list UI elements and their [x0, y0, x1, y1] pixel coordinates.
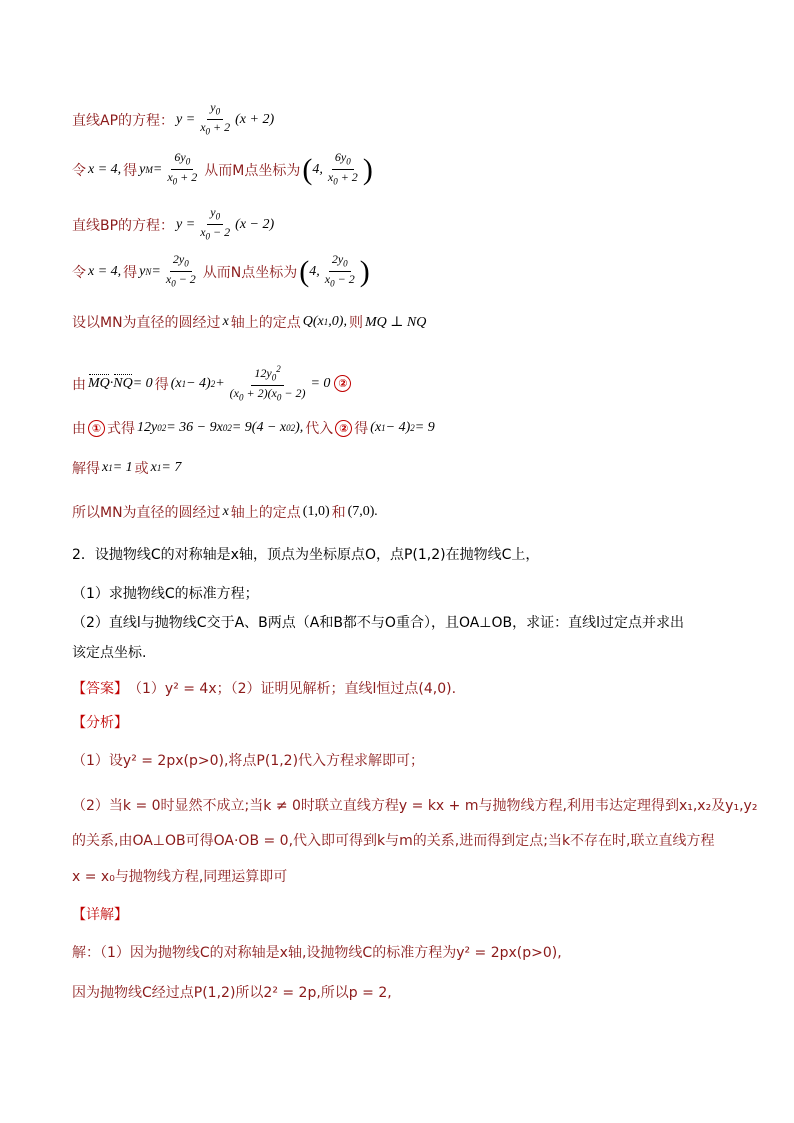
formula: MQ · NQ = 0	[88, 375, 153, 391]
formula: (x 1 − 4) 2 = 9	[370, 420, 435, 435]
formula: y = $\frac{y_0}{x_0 - 2}$ (x − 2)	[176, 205, 275, 242]
text: 轴上的定点	[230, 505, 301, 521]
question-2: 2．设抛物线C的对称轴是x轴，顶点为坐标原点O，点P(1,2)在抛物线C上，	[72, 547, 540, 563]
text: 由	[72, 421, 86, 437]
formula: y M = $\frac{6y_0}{x_0 + 2}$	[139, 150, 198, 187]
circled-marker: ②	[334, 375, 351, 392]
formula: Q(x 1 ,0),	[302, 314, 347, 329]
text: 解得	[72, 461, 100, 477]
analysis-part-1: （1）设y² = 2px(p>0),将点P(1,2)代入方程求解即可；	[72, 753, 425, 769]
formula: x 1 = 7	[150, 460, 182, 475]
line-bp-equation	[72, 205, 734, 245]
answer-text: （1）y² = 4x；（2）证明见解析；直线l恒过点(4,0).	[128, 681, 457, 697]
analysis-heading	[72, 712, 734, 732]
text: 得	[354, 421, 369, 437]
formula: (x 1 − 4) 2 + $\frac{12y_0^2}{(x_0 + 2)(x_0 - 2)}$ = 0	[170, 364, 331, 403]
formula: ( 4, $\frac{6y_0}{x_0 + 2}$ )	[302, 150, 373, 187]
text: 直线BP的方程：	[72, 217, 175, 234]
formula: y N = $\frac{2y_0}{x_0 - 2}$	[139, 252, 196, 289]
formula: (7,0) .	[347, 504, 378, 519]
text: 由	[72, 376, 86, 393]
line-ap-equation	[72, 100, 734, 140]
text: 从而M点坐标为	[204, 162, 301, 179]
answer-tag: 【答案】	[72, 681, 128, 697]
analysis-part-2-line-2: 的关系,由OA⊥OB可得OA·OB = 0,代入即可得到k与m的关系,进而得到定点;当k不存在时,联立直线方程	[72, 833, 715, 849]
formula: ( 4, $\frac{2y_0}{x_0 - 2}$ )	[299, 252, 370, 289]
text: 和	[331, 505, 346, 521]
text: 轴上的定点	[230, 315, 301, 331]
formula: x 1 = 1	[102, 460, 133, 475]
circled-marker: ②	[335, 420, 352, 437]
text: 或	[134, 461, 149, 477]
text: 令	[72, 162, 86, 179]
formula: (1,0)	[302, 504, 330, 519]
line-m-coordinate	[72, 150, 734, 190]
detail-line-2: 因为抛物线C经过点P(1,2)所以2² = 2p,所以p = 2,	[72, 985, 392, 1001]
question-2-part-2-line-1: （2）直线l与抛物线C交于A、B两点（A和B都不与O重合），且OA⊥OB，求证：直线l过定点并求出	[72, 615, 685, 631]
text: 所以MN为直径的圆经过	[72, 505, 221, 521]
line-conclusion: 所以MN为直径的圆经过 x 轴上的定点 (1,0) 和 (7,0) .	[72, 504, 378, 521]
text: 式得	[107, 421, 135, 437]
text: 得	[154, 376, 169, 393]
formula: MQ ⊥ NQ	[364, 314, 427, 330]
answer-line	[72, 678, 734, 698]
formula: x = 4,	[88, 161, 122, 177]
question-2-part-1: （1）求抛物线C的标准方程；	[72, 586, 259, 602]
analysis-part-2-line-3: x = x₀与抛物线方程,同理运算即可	[72, 869, 288, 885]
line-dot-product	[72, 362, 734, 406]
text: 得	[123, 264, 138, 281]
circled-marker: ①	[88, 420, 105, 437]
detail-heading	[72, 904, 734, 924]
line-circle-assumption: 设以MN为直径的圆经过 x 轴上的定点 Q(x 1 ,0), 则 MQ ⊥ NQ	[72, 314, 427, 331]
detail-line-1: 解：（1）因为抛物线C的对称轴是x轴,设抛物线C的标准方程为y² = 2px(p>0),	[72, 945, 562, 961]
formula: x = 4,	[88, 263, 122, 279]
text: 则	[348, 315, 363, 331]
line-substitute	[72, 418, 734, 438]
text: 设以MN为直径的圆经过	[72, 315, 221, 331]
analysis-part-2-line-1: （2）当k = 0时显然不成立;当k ≠ 0时联立直线方程y = kx + m与抛物线方程,利用韦达定理得到x₁,x₂及y₁,y₂	[72, 798, 758, 814]
analysis-tag: 【分析】	[72, 715, 128, 731]
question-2-part-2-line-2: 该定点坐标.	[72, 645, 147, 661]
text: 代入	[305, 421, 334, 437]
detail-tag: 【详解】	[72, 907, 128, 923]
formula: 12y 0 2 = 36 − 9x 0 2 = 9(4 − x 0 2 ),	[137, 420, 304, 435]
text: 得	[123, 162, 138, 179]
text: 直线AP的方程：	[72, 112, 175, 129]
text: 从而N点坐标为	[202, 264, 298, 281]
line-n-coordinate	[72, 252, 734, 292]
line-solution	[72, 458, 734, 478]
text: 令	[72, 264, 86, 281]
formula: y = $\frac{y_0}{x_0 + 2}$ (x + 2)	[176, 100, 275, 137]
